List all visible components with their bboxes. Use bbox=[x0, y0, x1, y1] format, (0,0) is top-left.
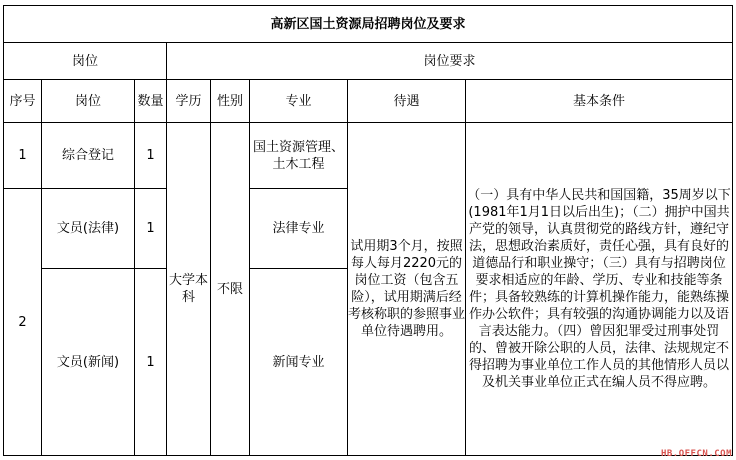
site-watermark: HB.OFFCN.COM bbox=[660, 449, 732, 459]
col-header-treatment: 待遇 bbox=[348, 80, 466, 123]
row-count: 1 bbox=[135, 269, 167, 456]
col-header-education: 学历 bbox=[167, 80, 211, 123]
row-seq: 2 bbox=[4, 189, 42, 456]
row-post: 文员(新闻) bbox=[42, 269, 135, 456]
row-count: 1 bbox=[135, 189, 167, 269]
row-major: 法律专业 bbox=[250, 189, 348, 269]
group-header-post: 岗位 bbox=[4, 43, 167, 80]
row-major: 国土资源管理、土木工程 bbox=[250, 123, 348, 189]
shared-treatment: 试用期3个月，按照每人每月2220元的岗位工资（包含五险），试用期满后经考核称职的参照事业单位待遇聘用。 bbox=[348, 123, 466, 456]
shared-conditions: （一）具有中华人民共和国国籍，35周岁以下(1981年1月1日以后出生)；（二）拥护中国共产党的领导，认真贯彻党的路线方针，遵纪守法，思想政治素质好，责任心强，具有良好的道德品行和职业操守；（三）具有与招聘岗位要求相适应的年龄、学历、专业和技能等条件；具备较熟练的计算机操作能力，能熟练操作办公软件；具有较强的沟通协调能力以及语言表达能力。（四）曾因犯罪受过刑事处罚的、曾被开除公职的人员，法律、法规规定不得招聘为事业单位工作人员的其他情形人员以及机关事业单位正式在编人员不得应聘。 bbox=[466, 123, 733, 456]
group-header-requirements: 岗位要求 bbox=[167, 43, 733, 80]
row-count: 1 bbox=[135, 123, 167, 189]
col-header-gender: 性别 bbox=[211, 80, 250, 123]
row-post: 综合登记 bbox=[42, 123, 135, 189]
col-header-count: 数量 bbox=[135, 80, 167, 123]
shared-gender: 不限 bbox=[211, 123, 250, 456]
col-header-seq: 序号 bbox=[4, 80, 42, 123]
col-header-major: 专业 bbox=[250, 80, 348, 123]
col-header-post: 岗位 bbox=[42, 80, 135, 123]
row-post: 文员(法律) bbox=[42, 189, 135, 269]
row-major: 新闻专业 bbox=[250, 269, 348, 456]
recruitment-table bbox=[3, 5, 733, 456]
table-title: 高新区国土资源局招聘岗位及要求 bbox=[4, 6, 733, 43]
col-header-conditions: 基本条件 bbox=[466, 80, 733, 123]
row-seq: 1 bbox=[4, 123, 42, 189]
shared-education: 大学本科 bbox=[167, 123, 211, 456]
table-row bbox=[4, 123, 733, 189]
